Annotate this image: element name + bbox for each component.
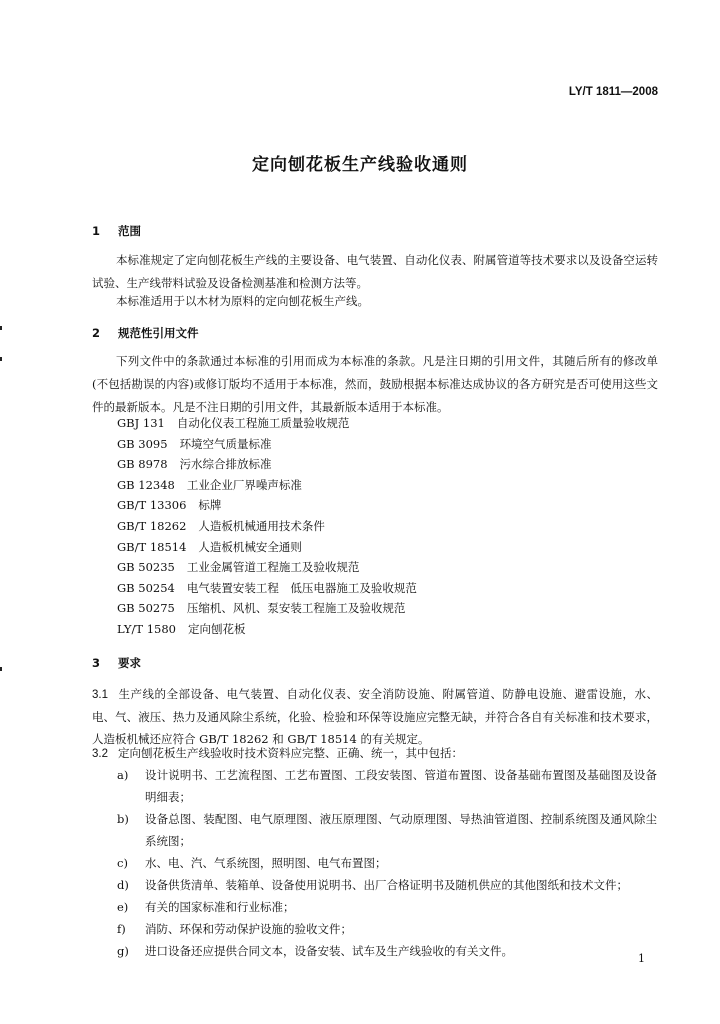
scope-paragraph-1: 本标准规定了定向刨花板生产线的主要设备、电气装置、自动化仪表、附属管道等技术要求以及设备空运转试验、生产线带料试验及设备检测基准和检测方法等。 [92, 253, 658, 290]
clause-3-2 [92, 742, 658, 765]
reference-title: 压缩机、风机、泵安装工程施工及验收规范 [186, 601, 406, 616]
item-label: c) [117, 856, 128, 870]
standard-code: LY/T 1811—2008 [568, 86, 658, 98]
reference-code: GB/T 13306 [117, 498, 187, 513]
reference-code: GB 3095 [117, 436, 168, 451]
clause-text: 生产线的全部设备、电气装置、自动化仪表、安全消防设施、附属管道、防静电设施、避雷设施，水、电、气、液压、热力及通风除尘系统，化验、检验和环保等设施应完整无缺，并符合各自有关标准和技术要求，人造板机械还应符合 GB/T 18262 和 GB/T 18514 的有关规定。 [92, 687, 658, 746]
list-item [117, 918, 657, 940]
clause-number: 3.2 [92, 748, 108, 760]
list-item [117, 874, 657, 896]
document-title: 定向刨花板生产线验收通则 [252, 155, 468, 175]
reference-code: GB 12348 [117, 477, 175, 492]
reference-title: 工业金属管道工程施工及验收规范 [186, 560, 360, 575]
section-title: 要求 [118, 656, 141, 670]
item-text: 消防、环保和劳动保护设施的验收文件； [145, 922, 352, 936]
list-item [117, 940, 657, 962]
item-text: 设计说明书、工艺流程图、工艺布置图、工段安装图、管道布置图、设备基础布置图及基础图及设备明细表； [145, 768, 657, 804]
clause-text: 定向刨花板生产线验收时技术资料应完整、正确、统一，其中包括： [118, 746, 463, 760]
reference-title: 人造板机械安全通则 [198, 539, 302, 554]
reference-code: GB 8978 [117, 457, 168, 472]
reference-item [117, 475, 417, 496]
reference-item [117, 495, 417, 516]
reference-title: 工业企业厂界噪声标准 [186, 477, 302, 492]
reference-item [117, 578, 417, 599]
reference-title: 定向刨花板 [187, 621, 246, 636]
item-text: 设备供货清单、装箱单、设备使用说明书、出厂合格证明书及随机供应的其他图纸和技术文件； [145, 878, 628, 892]
section-number: 1 [92, 224, 101, 238]
section-3-heading [92, 655, 141, 671]
reference-code: GB 50235 [117, 560, 175, 575]
reference-code: LY/T 1580 [117, 621, 176, 636]
item-text: 设备总图、装配图、电气原理图、液压原理图、气动原理图、导热油管道图、控制系统图及通风除尘系统图； [145, 812, 657, 848]
item-text: 进口设备还应提供合同文本，设备安装、试车及生产线验收的有关文件。 [145, 944, 513, 958]
section-number: 3 [92, 656, 101, 670]
scope-paragraph-2: 本标准适用于以木材为原料的定向刨花板生产线。 [116, 294, 369, 308]
reference-item [117, 619, 417, 640]
item-label: g) [117, 944, 129, 958]
item-label: f) [117, 922, 126, 936]
reference-list [117, 413, 417, 640]
scan-margin-mark [0, 326, 2, 330]
section-number: 2 [92, 326, 101, 340]
reference-code: GB/T 18514 [117, 539, 187, 554]
reference-item [117, 557, 417, 578]
clause-number: 3.1 [92, 689, 108, 701]
item-label: b) [117, 812, 129, 826]
reference-item [117, 537, 417, 558]
section-title: 范围 [118, 224, 141, 238]
clause-3-1 [92, 683, 658, 750]
scan-margin-mark [0, 667, 2, 671]
reference-title: 电气装置安装工程 低压电器施工及验收规范 [186, 580, 417, 595]
item-label: a) [117, 768, 129, 782]
reference-item [117, 454, 417, 475]
reference-item [117, 413, 417, 434]
reference-title: 环境空气质量标准 [179, 436, 272, 451]
clause-3-2-item-list [117, 764, 657, 962]
list-item [117, 852, 657, 874]
reference-title: 污水综合排放标准 [179, 457, 272, 472]
section-1-heading [92, 223, 141, 239]
reference-code: GB/T 18262 [117, 518, 187, 533]
item-label: d) [117, 878, 129, 892]
reference-code: GB 50254 [117, 580, 175, 595]
item-text: 水、电、汽、气系统图，照明图、电气布置图； [145, 856, 387, 870]
list-item [117, 764, 657, 808]
scan-margin-mark [0, 357, 2, 361]
reference-item [117, 516, 417, 537]
list-item [117, 808, 657, 852]
reference-item [117, 434, 417, 455]
item-label: e) [117, 900, 129, 914]
reference-title: 自动化仪表工程施工质量验收规范 [176, 416, 350, 430]
references-intro: 下列文件中的条款通过本标准的引用而成为本标准的条款。凡是注日期的引用文件，其随后所有的修改单(不包括勘误的内容)或修订版均不适用于本标准，然而，鼓励根据本标准达成协议的各方研究是否可使用这些文件的最新版本。凡是不注日期的引用文件，其最新版本适用于本标准。 [92, 354, 658, 414]
reference-code: GB 50275 [117, 601, 175, 616]
reference-code: GBJ 131 [117, 416, 165, 430]
reference-title: 人造板机械通用技术条件 [198, 518, 325, 533]
list-item [117, 896, 657, 918]
section-title: 规范性引用文件 [118, 326, 199, 340]
reference-title: 标牌 [198, 498, 222, 513]
section-2-heading [92, 325, 199, 341]
page-number: 1 [638, 952, 645, 965]
reference-item [117, 598, 417, 619]
item-text: 有关的国家标准和行业标准； [145, 900, 295, 914]
